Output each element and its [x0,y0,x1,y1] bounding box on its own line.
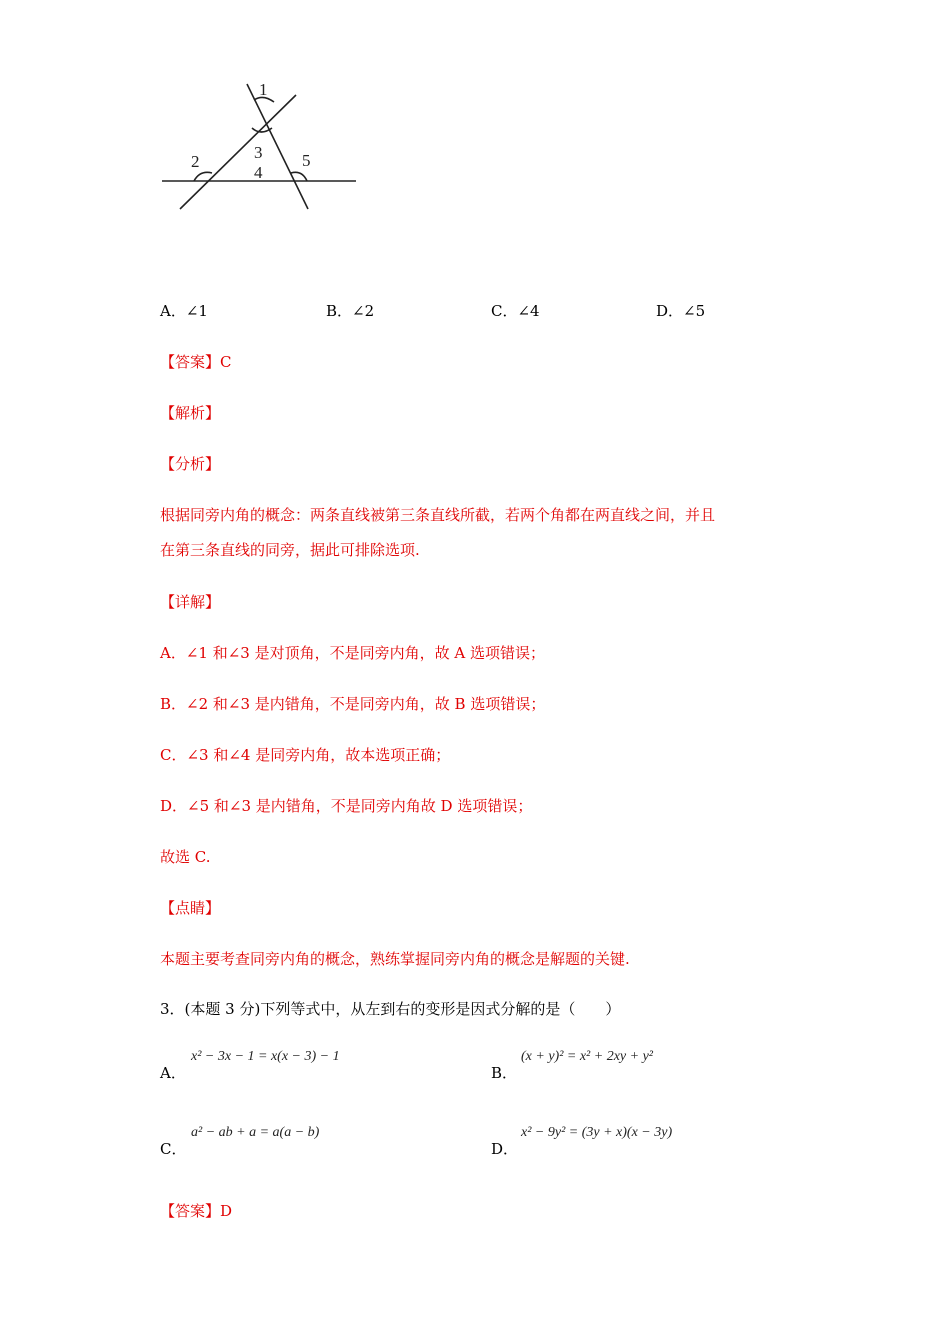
fenxi-text-line-2: 在第三条直线的同旁，据此可排除选项. [160,541,420,559]
analysis-tag: 【解析】 [160,404,221,422]
detail-line-a: A．∠1 和∠3 是对顶角，不是同旁内角，故 A 选项错误； [160,644,545,662]
option-a: A．∠1 [160,302,208,320]
q3-stem: 3．(本题 3 分)下列等式中，从左到右的变形是因式分解的是（ ） [160,1000,621,1018]
q3-option-b-label: B． [491,1064,518,1082]
option-d: D．∠5 [656,302,706,320]
option-b: B．∠2 [326,302,375,320]
answer-line [160,352,232,372]
q3-option-d-label: D． [491,1140,519,1158]
label-1: 1 [259,80,268,99]
label-2: 2 [191,152,200,171]
detail-line-c: C．∠3 和∠4 是同旁内角，故本选项正确； [160,746,451,764]
detail-tag: 【详解】 [160,593,221,611]
answer-tag: 【答案】 [160,353,221,371]
q3-answer-value: D [220,1202,233,1220]
label-5: 5 [302,151,311,170]
label-3: 3 [254,143,263,162]
angle-figure [150,70,370,220]
comment-tag: 【点睛】 [160,899,221,917]
conclusion: 故选 C. [160,848,211,866]
q3-option-d-expr: x² − 9y² = (3y + x)(x − 3y) [521,1125,673,1140]
label-4: 4 [254,163,263,182]
comment-text: 本题主要考查同旁内角的概念，熟练掌握同旁内角的概念是解题的关键. [160,950,630,968]
q3-option-a-expr: x² − 3x − 1 = x(x − 3) − 1 [191,1049,340,1064]
q3-option-c-label: C． [160,1140,187,1158]
q3-option-b-expr: (x + y)² = x² + 2xy + y² [521,1049,653,1064]
fenxi-text-line-1: 根据同旁内角的概念：两条直线被第三条直线所截，若两个角都在两直线之间，并且 [160,506,716,524]
fenxi-tag: 【分析】 [160,455,221,473]
q3-answer-tag: 【答案】 [160,1202,221,1220]
q3-option-c-expr: a² − ab + a = a(a − b) [191,1125,320,1140]
detail-line-d: D．∠5 和∠3 是内错角，不是同旁内角故 D 选项错误； [160,797,533,815]
answer-value: C [220,353,232,371]
detail-line-b: B．∠2 和∠3 是内错角，不是同旁内角，故 B 选项错误； [160,695,546,713]
q3-answer-line [160,1201,232,1221]
q3-option-a-label: A． [160,1064,186,1082]
option-c: C．∠4 [491,302,540,320]
